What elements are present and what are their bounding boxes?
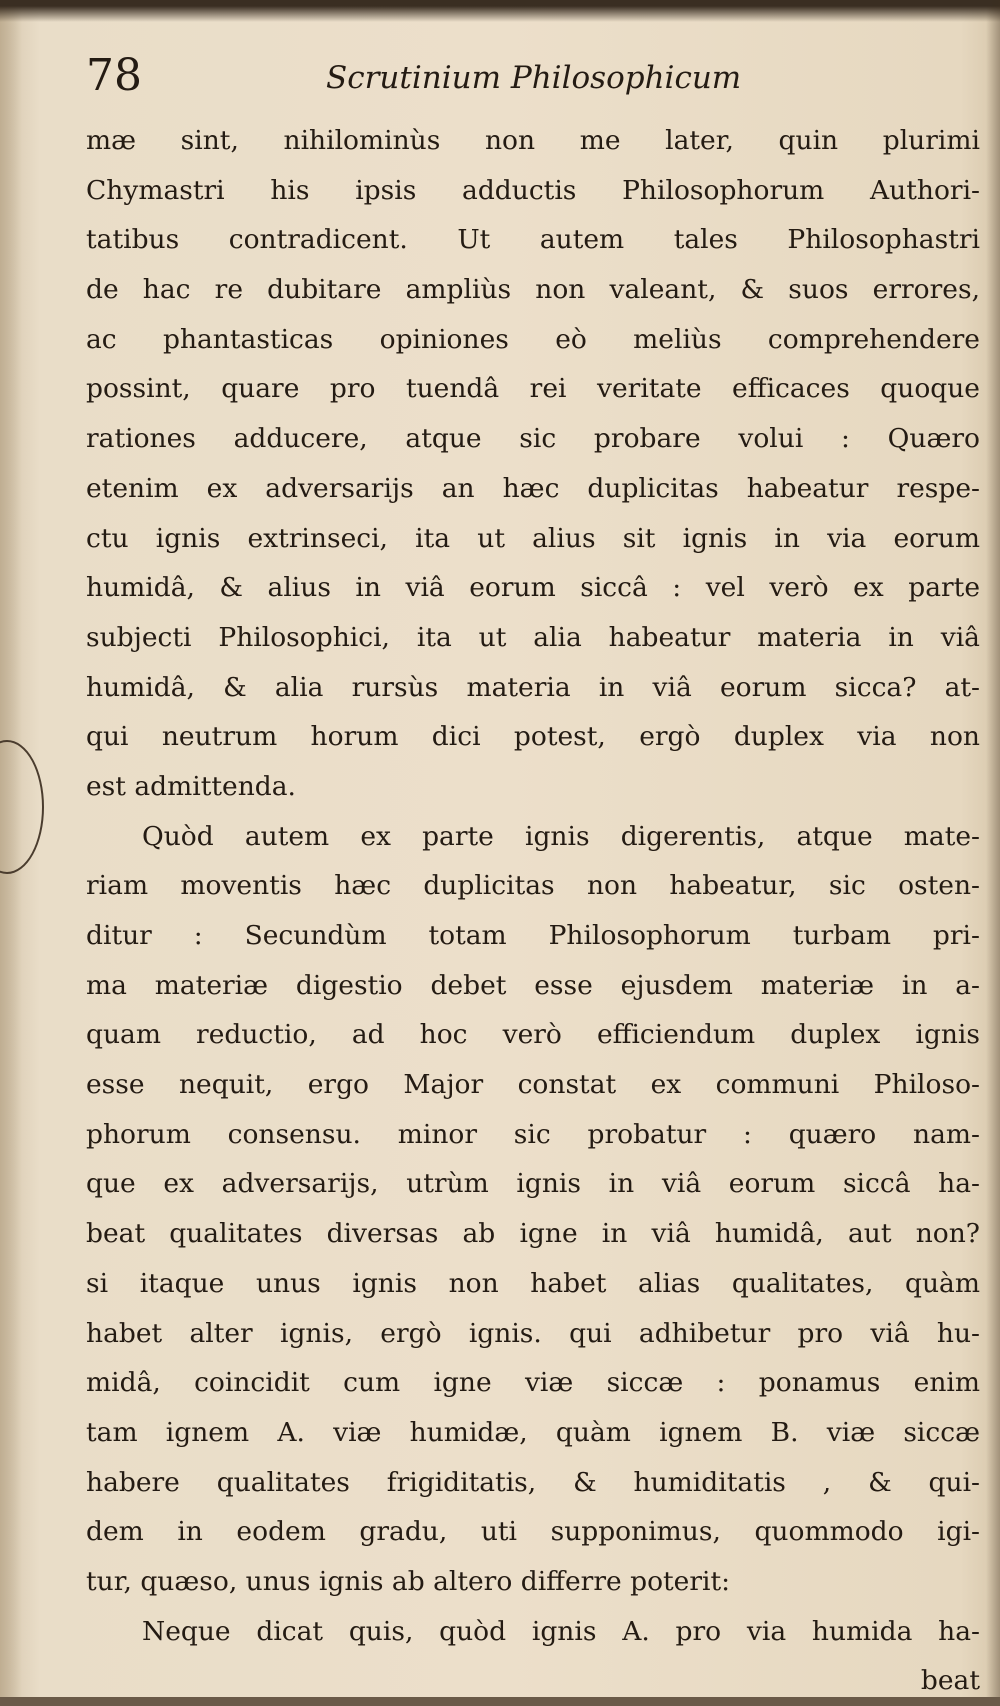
text-line: midâ, coincidit cum igne viæ siccæ : ponamus enim (86, 1367, 980, 1399)
text-line: humidâ, & alius in viâ eorum siccâ : vel verò ex parte (86, 572, 980, 604)
text-line: esse nequit, ergo Major constat ex communi Philoso- (86, 1069, 980, 1101)
page-header (86, 50, 966, 110)
text-line: habet alter ignis, ergò ignis. qui adhibetur pro viâ hu- (86, 1317, 980, 1349)
running-head: Scrutinium Philosophicum (326, 60, 742, 96)
text-line: riam moventis hæc duplicitas non habeatur, sic osten- (86, 870, 980, 902)
text-line: humidâ, & alia rursùs materia in viâ eorum sicca? at- (86, 671, 980, 703)
text-line: Neque dicat quis, quòd ignis A. pro via humida ha- (142, 1615, 980, 1647)
text-line: tatibus contradicent. Ut autem tales Philosophastri (86, 224, 980, 256)
text-line: ma materiæ digestio debet esse ejusdem materiæ in a- (86, 969, 980, 1001)
text-line: possint, quare pro tuendâ rei veritate efficaces quoque (86, 373, 980, 405)
text-line: Chymastri his ipsis adductis Philosophorum Authori- (86, 174, 980, 206)
text-line: mæ sint, nihilominùs non me later, quin plurimi (86, 125, 980, 156)
text-line: beat qualitates diversas ab igne in viâ humidâ, aut non? (86, 1218, 980, 1250)
text-line: est admittenda. (86, 770, 296, 802)
text-line: rationes adducere, atque sic probare volui : Quæro (86, 423, 980, 455)
text-line: ac phantasticas opiniones eò meliùs comprehendere (86, 323, 980, 355)
text-line: que ex adversarijs, utrùm ignis in viâ eorum siccâ ha- (86, 1168, 980, 1200)
text-line: phorum consensu. minor sic probatur : quæro nam- (86, 1118, 980, 1150)
text-line: ctu ignis extrinseci, ita ut alius sit ignis in via eorum (86, 522, 980, 554)
catchword: beat (920, 1665, 980, 1697)
page-tab-mark (0, 740, 44, 874)
text-line: habere qualitates frigiditatis, & humiditatis , & qui- (86, 1466, 980, 1498)
text-line: si itaque unus ignis non habet alias qualitates, quàm (86, 1267, 980, 1299)
text-body (86, 116, 980, 1706)
text-line: qui neutrum horum dici potest, ergò duplex via non (86, 721, 980, 753)
text-line: tur, quæso, unus ignis ab altero differre poterit: (86, 1565, 731, 1597)
text-line: dem in eodem gradu, uti supponimus, quommodo igi- (86, 1516, 980, 1548)
text-line: tam ignem A. viæ humidæ, quàm ignem B. viæ siccæ (86, 1416, 980, 1448)
text-line: de hac re dubitare ampliùs non valeant, & suos errores, (86, 274, 980, 306)
page-number: 78 (86, 50, 142, 101)
text-line: etenim ex adversarijs an hæc duplicitas habeatur respe- (86, 472, 980, 504)
text-line: quam reductio, ad hoc verò efficiendum duplex ignis (86, 1019, 980, 1051)
right-edge-shadow (986, 0, 1000, 1697)
top-edge-shadow (0, 0, 1000, 22)
text-line: subjecti Philosophici, ita ut alia habeatur materia in viâ (86, 621, 980, 653)
text-line: ditur : Secundùm totam Philosophorum turbam pri- (86, 920, 980, 951)
text-line: Quòd autem ex parte ignis digerentis, atque mate- (142, 820, 980, 852)
